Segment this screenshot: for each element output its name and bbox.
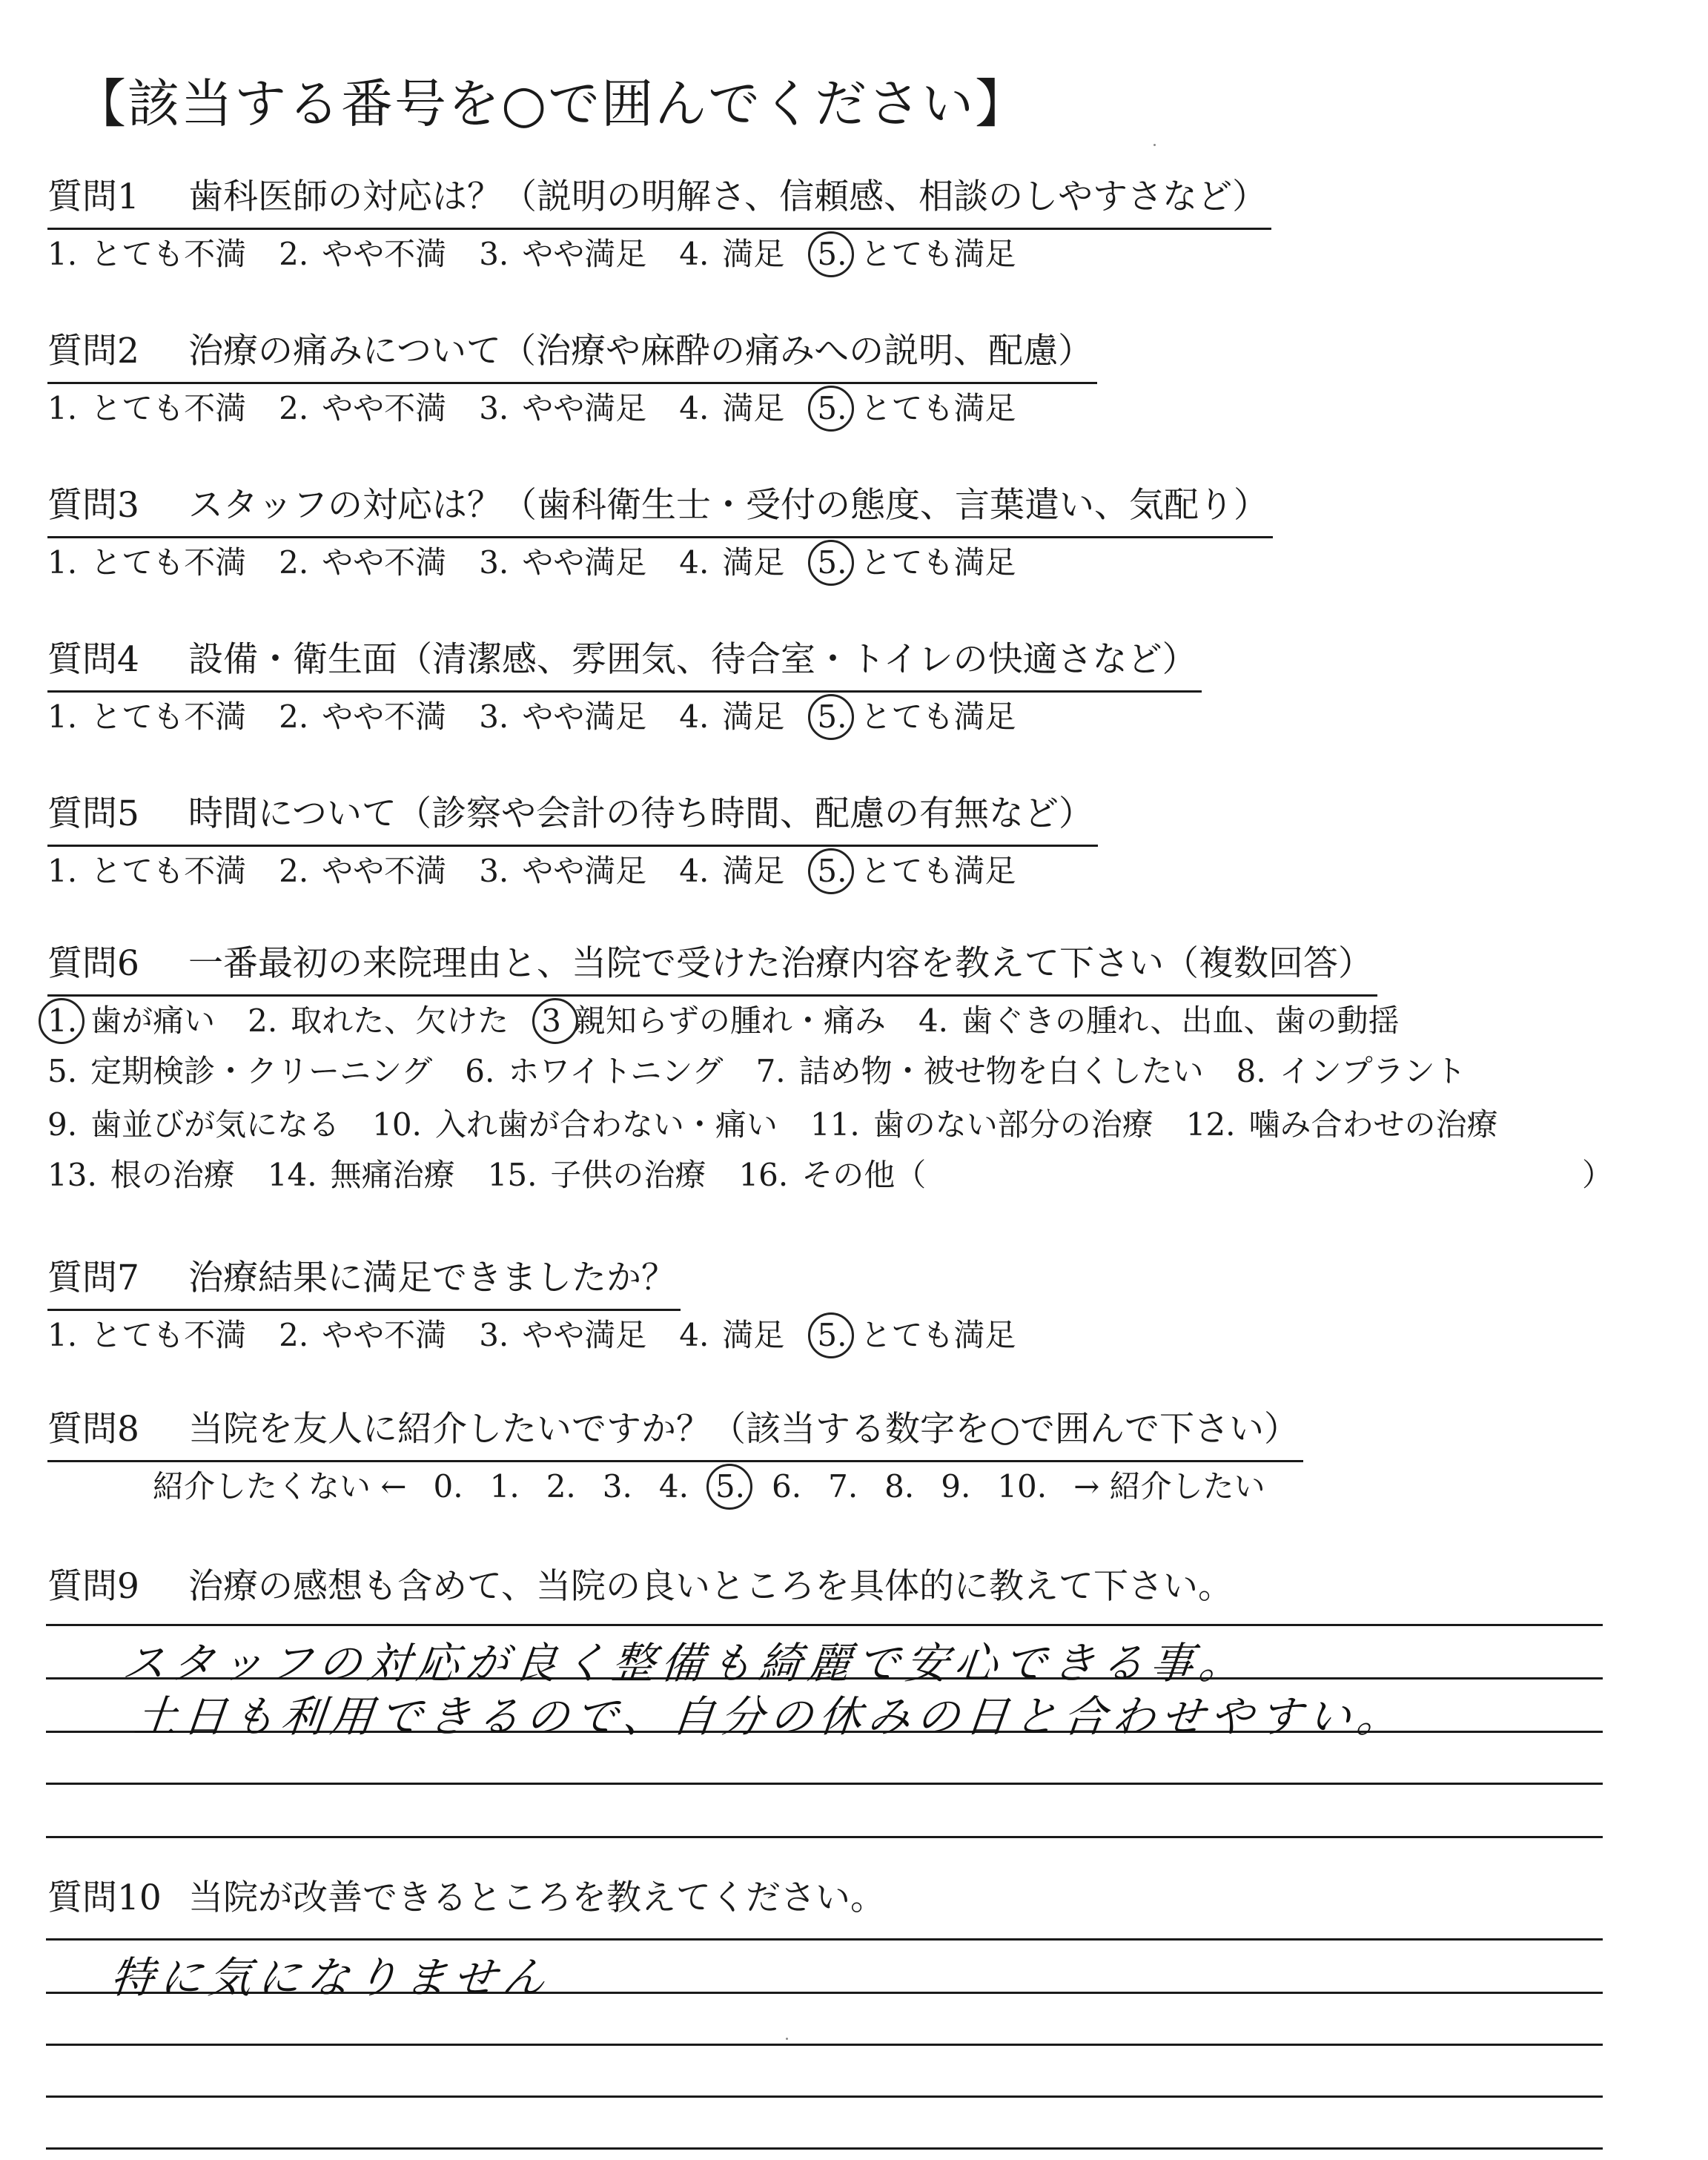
option-number: 3	[541, 1003, 561, 1039]
option-label: やや不満	[322, 853, 447, 889]
option-label: 満足	[722, 853, 785, 889]
answer-line	[46, 2147, 1603, 2150]
option-label: とても不満	[90, 698, 247, 735]
rating-options	[47, 693, 1048, 737]
scale-value[interactable]: 1.	[489, 1468, 520, 1505]
answer-line	[46, 2095, 1603, 2098]
option-number: 1.	[47, 236, 78, 272]
reason-option[interactable]	[372, 1100, 778, 1145]
question-header	[47, 323, 1097, 384]
rating-option[interactable]	[679, 384, 784, 429]
option-number: 13.	[47, 1157, 97, 1193]
question-text: 当院が改善できるところを教えてください。	[188, 1877, 885, 1918]
question-header	[47, 478, 1273, 538]
reason-option[interactable]	[47, 1100, 340, 1145]
question-text: 歯科医師の対応は？（説明の明解さ、信頼感、相談のしやすさなど）	[188, 176, 1268, 217]
option-number: 5.	[817, 853, 847, 889]
option-number: 2.	[279, 1317, 309, 1353]
option-number: 3.	[479, 853, 509, 889]
scan-speck	[786, 2038, 788, 2040]
option-label: ホワイトニング	[508, 1053, 724, 1089]
option-number: 4.	[918, 1003, 949, 1039]
option-number: 1.	[47, 853, 78, 889]
reason-option[interactable]	[810, 1100, 1153, 1145]
question-number: 質問5	[47, 793, 139, 834]
reason-options-row	[47, 997, 1432, 1041]
answer-line	[46, 1938, 1603, 1941]
option-number: 11.	[810, 1106, 860, 1143]
rating-options	[47, 230, 1048, 274]
option-label: とても満足	[860, 1317, 1016, 1353]
rating-option[interactable]	[279, 538, 446, 583]
option-number: 2.	[279, 544, 309, 581]
reason-options-row	[47, 1047, 1499, 1091]
reason-options-row	[47, 1100, 1531, 1145]
option-number: 4.	[679, 236, 709, 272]
question-number: 質問1	[47, 176, 139, 217]
rating-option[interactable]	[817, 230, 1016, 274]
question-header	[47, 786, 1098, 847]
option-number: 2.	[279, 853, 309, 889]
question-header	[47, 936, 1377, 997]
reason-option[interactable]	[541, 997, 886, 1041]
option-number: 7.	[755, 1053, 786, 1089]
rating-option[interactable]	[479, 1311, 646, 1355]
answer-line	[46, 1783, 1603, 1785]
option-number: 4.	[679, 853, 709, 889]
scale-value[interactable]: 8.	[884, 1468, 915, 1505]
option-label: とても不満	[90, 544, 247, 581]
option-label: その他（	[801, 1157, 927, 1193]
option-number: 4.	[679, 390, 709, 426]
option-number: 14.	[267, 1157, 317, 1193]
scale-left-label: 紹介したくない ←	[153, 1468, 407, 1505]
reason-options-row	[47, 1151, 959, 1195]
option-label: 親知らずの腫れ・痛み	[574, 1003, 886, 1039]
handwritten-answer: スタッフの対応が良く整備も綺麗で安心できる事。	[119, 1638, 1251, 1688]
option-number: 2.	[279, 236, 309, 272]
option-label: とても満足	[860, 698, 1016, 735]
option-label: 入れ歯が合わない・痛い	[434, 1106, 778, 1143]
question-header	[47, 1870, 890, 1929]
option-label: 無痛治療	[330, 1157, 455, 1193]
reason-option[interactable]	[1186, 1100, 1498, 1145]
option-label: 満足	[722, 236, 785, 272]
rating-option[interactable]	[279, 230, 446, 274]
scale-value[interactable]: 5.	[715, 1468, 746, 1505]
option-label: やや満足	[522, 853, 647, 889]
handwritten-answer: 土日も利用できるので、自分の休みの日と合わせやすい。	[131, 1691, 1409, 1742]
option-label: 歯ぐきの腫れ、出血、歯の動揺	[961, 1003, 1400, 1039]
rating-option[interactable]	[479, 230, 646, 274]
reason-option[interactable]	[47, 1151, 235, 1195]
option-label: インプラント	[1279, 1053, 1466, 1089]
option-number: 2.	[248, 1003, 278, 1039]
rating-option[interactable]	[679, 230, 784, 274]
option-label: とても不満	[90, 1317, 247, 1353]
option-label: とても満足	[860, 236, 1016, 272]
rating-option[interactable]	[817, 693, 1016, 737]
option-label: やや不満	[322, 390, 447, 426]
rating-option[interactable]	[679, 693, 784, 737]
reason-option[interactable]	[47, 997, 215, 1041]
answer-line	[46, 1624, 1603, 1626]
option-label: 根の治療	[110, 1157, 235, 1193]
option-label: やや不満	[322, 236, 447, 272]
answer-line	[46, 2044, 1603, 2046]
option-number: 1.	[47, 1003, 78, 1039]
scale-value[interactable]: 10.	[997, 1468, 1047, 1505]
question-text: 治療の痛みについて（治療や麻酔の痛みへの説明、配慮）	[188, 331, 1093, 371]
question-text: 設備・衛生面（清潔感、雰囲気、待合室・トイレの快適さなど）	[188, 639, 1197, 680]
handwritten-answer: 特に気になりません	[107, 1952, 555, 2003]
scale-value[interactable]: 3.	[602, 1468, 632, 1505]
rating-option[interactable]	[47, 230, 246, 274]
reason-option[interactable]	[756, 1047, 1204, 1091]
question-text: 治療結果に満足できましたか？	[188, 1258, 676, 1298]
question-header	[47, 1250, 681, 1311]
option-label: とても不満	[90, 236, 247, 272]
option-label: やや不満	[322, 698, 447, 735]
scale-value[interactable]: 9.	[941, 1468, 971, 1505]
rating-option[interactable]	[479, 693, 646, 737]
question-header	[47, 169, 1271, 230]
scale-value[interactable]: 0.	[433, 1468, 463, 1505]
rating-option[interactable]	[279, 384, 446, 429]
option-number: 5.	[817, 236, 847, 272]
rating-option[interactable]	[817, 384, 1016, 429]
option-label: 満足	[722, 1317, 785, 1353]
scale-right-label: → 紹介したい	[1073, 1468, 1265, 1505]
rating-option[interactable]	[47, 847, 246, 891]
question-text: スタッフの対応は？（歯科衛生士・受付の態度、言葉遣い、気配り）	[188, 485, 1268, 526]
question-text: 一番最初の来院理由と、当院で受けた治療内容を教えて下さい（複数回答）	[188, 943, 1373, 984]
option-number: 15.	[487, 1157, 537, 1193]
option-number: 1.	[47, 390, 78, 426]
rating-option[interactable]	[679, 1311, 784, 1355]
option-number: 3.	[479, 544, 509, 581]
rating-options	[47, 847, 1048, 891]
option-number: 1.	[47, 544, 78, 581]
rating-option[interactable]	[279, 1311, 446, 1355]
reason-option[interactable]	[248, 997, 509, 1041]
option-number: 3.	[479, 236, 509, 272]
option-number: 4.	[679, 1317, 709, 1353]
option-label: やや満足	[522, 544, 647, 581]
option-label: 満足	[722, 544, 785, 581]
rating-option[interactable]	[679, 847, 784, 891]
option-label: とても満足	[860, 544, 1016, 581]
scale-value[interactable]: 2.	[546, 1468, 576, 1505]
question-number: 質問7	[47, 1258, 139, 1298]
option-number: 6.	[465, 1053, 495, 1089]
question-number: 質問8	[47, 1409, 139, 1450]
rating-option[interactable]	[47, 384, 246, 429]
reason-option[interactable]	[918, 997, 1400, 1041]
recommend-scale	[153, 1462, 1292, 1507]
option-number: 5.	[817, 544, 847, 581]
other-close-paren: ）	[1582, 1157, 1614, 1193]
rating-option[interactable]	[47, 693, 246, 737]
rating-option[interactable]	[817, 538, 1016, 583]
reason-option[interactable]	[47, 1047, 432, 1091]
scan-speck	[1153, 144, 1156, 146]
rating-option[interactable]	[817, 1311, 1016, 1355]
option-number: 5.	[817, 1317, 847, 1353]
option-label: とても満足	[860, 390, 1016, 426]
option-number: 4.	[679, 698, 709, 735]
option-label: 子供の治療	[550, 1157, 706, 1193]
option-label: やや不満	[322, 1317, 447, 1353]
question-number: 質問2	[47, 331, 139, 371]
rating-option[interactable]	[817, 847, 1016, 891]
option-label: 満足	[722, 390, 785, 426]
reason-option[interactable]	[1237, 1047, 1466, 1091]
option-number: 10.	[372, 1106, 422, 1143]
page-heading: 【該当する番号を○で囲んでください】	[74, 73, 1029, 134]
question-number: 質問3	[47, 485, 139, 526]
option-number: 3.	[479, 1317, 509, 1353]
rating-options	[47, 1311, 1048, 1355]
option-number: 8.	[1236, 1053, 1266, 1089]
reason-option[interactable]	[465, 1047, 723, 1091]
question-header	[47, 1559, 1237, 1617]
option-label: やや不満	[322, 544, 447, 581]
question-header	[47, 1401, 1303, 1462]
option-label: やや満足	[522, 698, 647, 735]
scale-value[interactable]: 7.	[828, 1468, 858, 1505]
option-number: 3.	[479, 698, 509, 735]
option-number: 3.	[479, 390, 509, 426]
rating-options	[47, 384, 1048, 429]
rating-options	[47, 538, 1048, 583]
option-number: 12.	[1185, 1106, 1236, 1143]
option-label: 噛み合わせの治療	[1248, 1106, 1498, 1143]
reason-option[interactable]	[268, 1151, 455, 1195]
question-number: 質問10	[47, 1877, 162, 1918]
option-label: 歯並びが気になる	[90, 1106, 340, 1143]
question-number: 質問6	[47, 943, 139, 984]
option-label: 定期検診・クリーニング	[90, 1053, 433, 1089]
option-label: やや満足	[522, 390, 647, 426]
rating-option[interactable]	[679, 538, 784, 583]
option-number: 1.	[47, 1317, 78, 1353]
rating-option[interactable]	[479, 538, 646, 583]
option-number: 5.	[817, 390, 847, 426]
answer-line	[46, 1836, 1603, 1838]
option-label: やや満足	[522, 1317, 647, 1353]
option-label: 詰め物・被せ物を白くしたい	[798, 1053, 1204, 1089]
option-number: 16.	[738, 1157, 789, 1193]
option-number: 4.	[679, 544, 709, 581]
option-number: 2.	[279, 698, 309, 735]
question-header	[47, 632, 1202, 693]
option-number: 5.	[47, 1053, 78, 1089]
scale-value[interactable]: 4.	[658, 1468, 689, 1505]
rating-option[interactable]	[479, 847, 646, 891]
rating-option[interactable]	[47, 538, 246, 583]
question-text: 治療の感想も含めて、当院の良いところを具体的に教えて下さい。	[188, 1566, 1234, 1607]
rating-option[interactable]	[279, 693, 446, 737]
scale-value[interactable]: 6.	[772, 1468, 802, 1505]
reason-option[interactable]	[488, 1151, 706, 1195]
option-label: 取れた、欠けた	[291, 1003, 509, 1039]
rating-option[interactable]	[47, 1311, 246, 1355]
rating-option[interactable]	[279, 847, 446, 891]
option-label: とても不満	[90, 853, 247, 889]
option-number: 5.	[817, 698, 847, 735]
question-text: 時間について（診察や会計の待ち時間、配慮の有無など）	[188, 793, 1094, 834]
rating-option[interactable]	[479, 384, 646, 429]
option-label: とても不満	[90, 390, 247, 426]
option-label: 歯のない部分の治療	[873, 1106, 1153, 1143]
option-number: 9.	[47, 1106, 78, 1143]
option-label: 満足	[722, 698, 785, 735]
option-label: とても満足	[860, 853, 1016, 889]
question-number: 質問9	[47, 1566, 139, 1607]
option-number: 2.	[279, 390, 309, 426]
question-number: 質問4	[47, 639, 139, 680]
question-text: 当院を友人に紹介したいですか？（該当する数字を○で囲んで下さい）	[188, 1409, 1300, 1450]
reason-option[interactable]	[738, 1151, 926, 1195]
option-label: やや満足	[522, 236, 647, 272]
option-label: 歯が痛い	[90, 1003, 216, 1039]
option-number: 1.	[47, 698, 78, 735]
